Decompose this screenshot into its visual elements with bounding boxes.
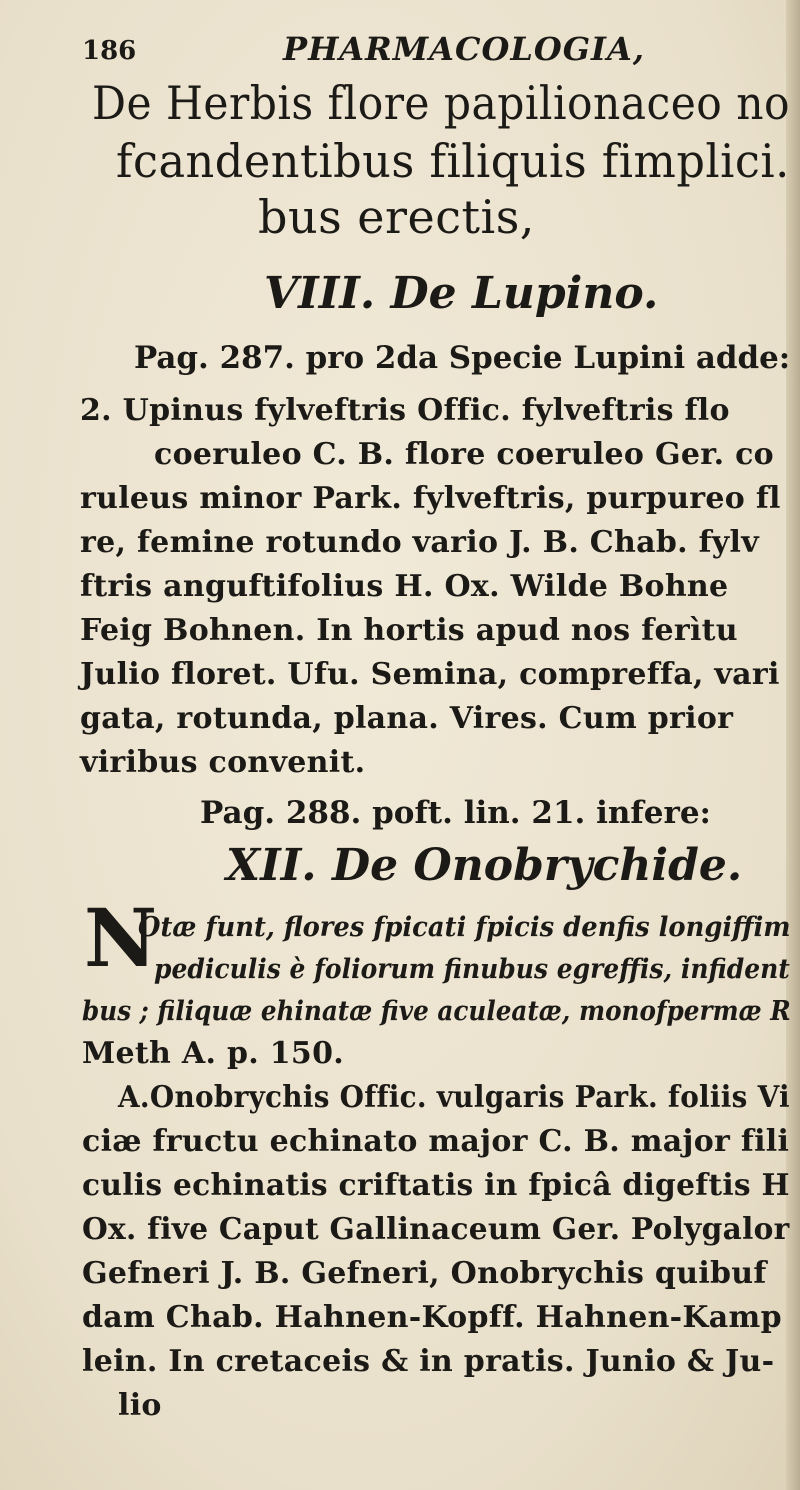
section-title-lupino: VIII. De Lupino.: [264, 268, 659, 319]
lupino-line-3: ruleus minor Park. fylveftris, purpureo fl: [80, 481, 781, 516]
running-title: PHARMACOLOGIA,: [283, 30, 645, 68]
lupino-line-8: gata, rotunda, plana. Vires. Cum prior: [80, 701, 734, 736]
onobrychide-line-6: Gefneri J. B. Gefneri, Onobrychis quibuf: [82, 1256, 767, 1291]
page-number: 186: [82, 36, 137, 66]
lupino-line-5: ftris anguftifolius H. Ox. Wilde Bohne: [80, 569, 729, 604]
onobrychide-italic-line-2: pediculis è foliorum finubus egreffis, infident: [154, 954, 790, 985]
chapter-title-line-2: fcandentibus filiquis fimplici.: [116, 134, 790, 188]
lupino-line-7: Julio floret. Ufu. Semina, compreffa, vari: [80, 657, 780, 692]
section-note-onobrychide: Pag. 288. poft. lin. 21. infere:: [200, 795, 711, 831]
page-edge: [786, 0, 800, 1490]
lupino-line-6: Feig Bohnen. In hortis apud nos ferìtu: [80, 613, 738, 648]
lupino-line-2: coeruleo C. B. flore coeruleo Ger. co: [154, 437, 774, 472]
onobrychide-line-5: Ox. five Caput Gallinaceum Ger. Polygalor: [82, 1212, 790, 1247]
onobrychide-line-4: culis echinatis criftatis in fpicâ digeftis H: [82, 1168, 790, 1203]
onobrychide-line-2: A.Onobrychis Offic. vulgaris Park. foliis Vi: [118, 1080, 790, 1115]
onobrychide-italic-line-1: Otæ funt, flores fpicati fpicis denfis longiffim: [138, 912, 791, 943]
lupino-line-9: viribus convenit.: [80, 745, 366, 780]
chapter-title-line-1: De Herbis flore papilionaceo no: [92, 76, 790, 130]
onobrychide-line-8: lein. In cretaceis & in pratis. Junio & Ju-: [82, 1344, 775, 1379]
section-note-lupino: Pag. 287. pro 2da Specie Lupini adde:: [134, 340, 791, 376]
drop-cap-n: N: [84, 891, 158, 985]
section-title-onobrychide: XII. De Onobrychide.: [226, 840, 743, 891]
chapter-title-line-3: bus erectis,: [258, 190, 535, 244]
onobrychide-line-7: dam Chab. Hahnen-Kopff. Hahnen-Kamp: [82, 1300, 782, 1335]
onobrychide-line-3: ciæ fructu echinato major C. B. major fili: [82, 1124, 790, 1159]
lupino-line-1: 2. Upinus fylveftris Offic. fylveftris flo: [80, 393, 730, 428]
onobrychide-line-9: lio: [118, 1388, 162, 1423]
lupino-line-4: re, femine rotundo vario J. B. Chab. fylv: [80, 525, 759, 560]
onobrychide-italic-line-3: bus ; filiquæ ehinatæ five aculeatæ, monofpermæ R: [82, 996, 791, 1027]
onobrychide-line-1: Meth A. p. 150.: [82, 1036, 345, 1071]
